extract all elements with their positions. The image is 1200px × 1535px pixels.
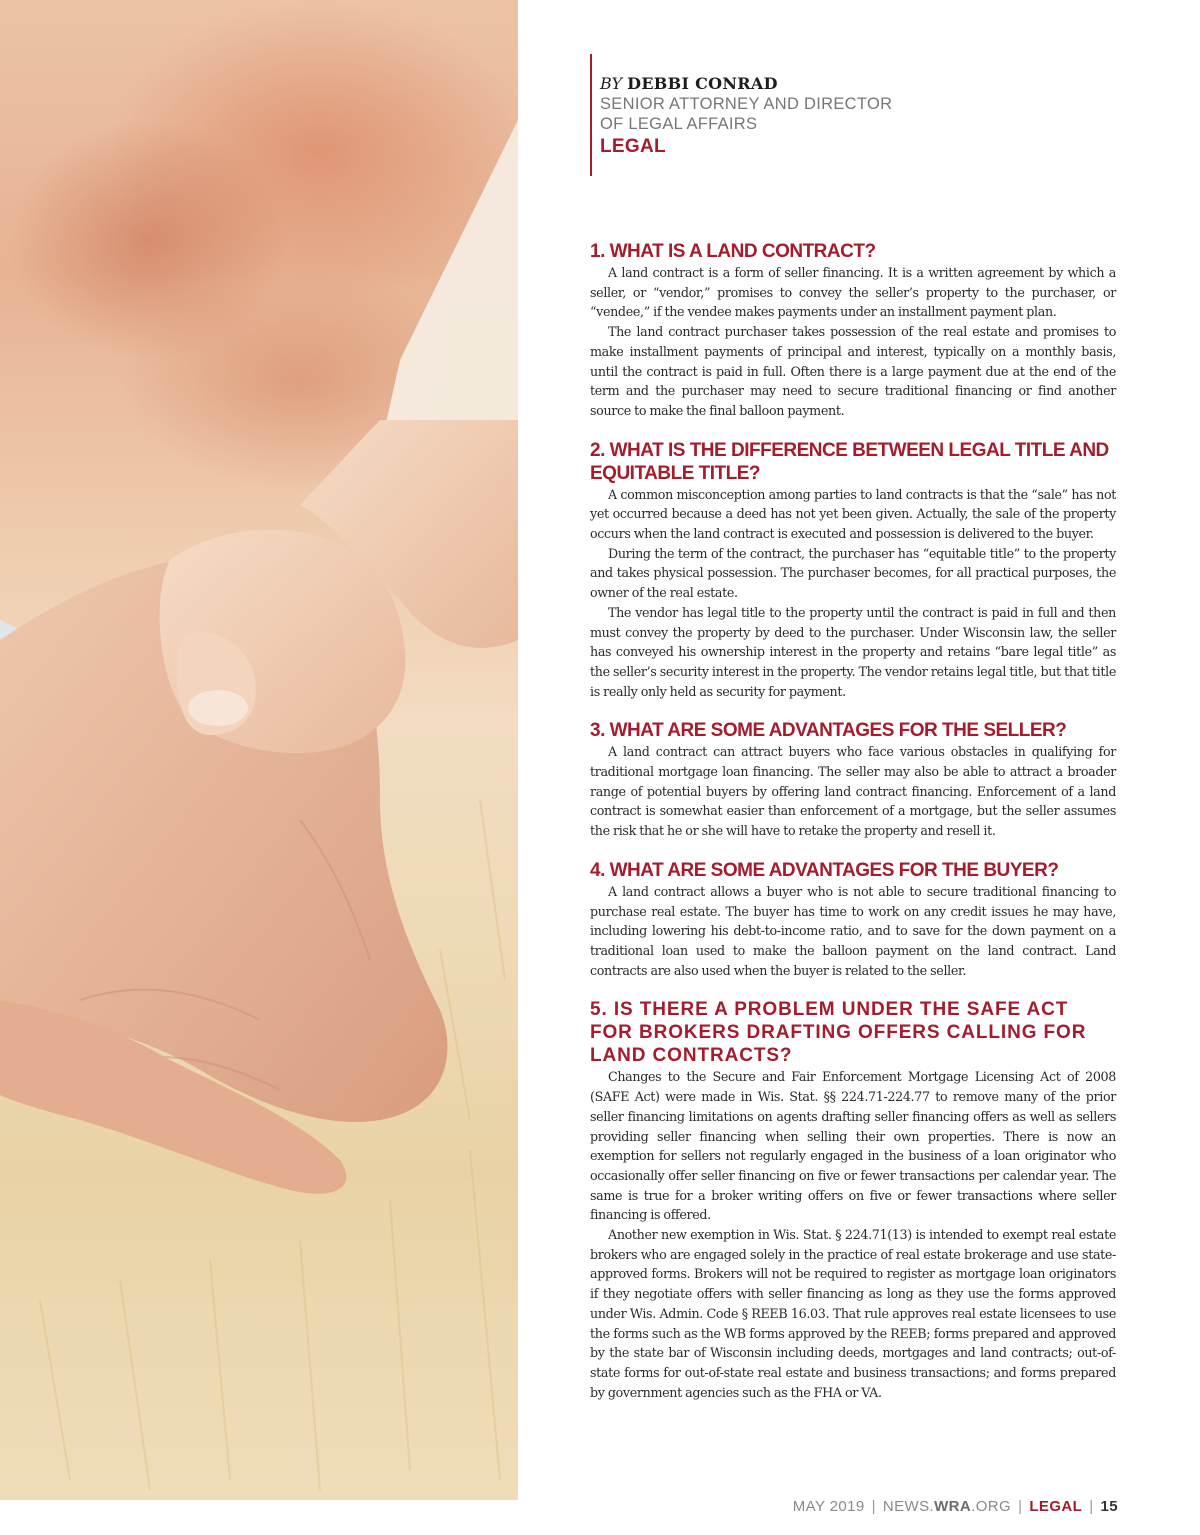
site-prefix: NEWS. xyxy=(882,1498,935,1515)
paragraph: A land contract is a form of seller financing. It is a written agreement by which a seller, or “vendor,” promises to convey the seller’s property to the purchaser, or “vendee,” if the vendee makes payments under an installment payment plan. xyxy=(590,265,1116,320)
paragraph: A common misconception among parties to land contracts is that the “sale” has not yet occurred because a deed has not yet been given. Actually, the sale of the property occurs when the land contract is executed and possession is delivered to the buyer. xyxy=(590,486,1116,542)
author-role-line2: OF LEGAL AFFAIRS xyxy=(600,115,758,133)
section-buyer-advantages xyxy=(590,859,1116,981)
handshake-photo xyxy=(0,0,518,1500)
paragraph: A land contract allows a buyer who is not able to secure traditional financing to purchase real estate. The buyer has time to work on any credit issues he may have, including lowering his debt-to-income ratio, and to save for the down payment on a traditional loan used to make the balloon payment on the land contract. Land contracts are also used when the buyer is related to the seller. xyxy=(590,883,1116,978)
section-heading: 5. IS THERE A PROBLEM UNDER THE SAFE ACT FOR BROKERS DRAFTING OFFERS CALLING FOR LAND CONTRACTS? xyxy=(590,999,1087,1067)
paragraph: Another new exemption in Wis. Stat. § 224.71(13) is intended to exempt real estate brokers who are engaged solely in the practice of real estate brokerage and use state-approved forms. Brokers will not be required to register as mortgage loan originators if they negotiate offers with seller financing as long as they use the forms approved under Wis. Admin. Code § REEB 16.03. That rule approves real estate licensees to use the forms such as the WB forms approved by the REEB; forms prepared and approved by the state bar of Wisconsin including deeds, mortgages and land contracts; out-of-state forms for out-of-state real estate and business transactions; and forms prepared by government agencies such as the FHA or VA. xyxy=(590,1227,1116,1400)
section-heading: 1. WHAT IS A LAND CONTRACT? xyxy=(590,241,876,262)
section-heading: 2. WHAT IS THE DIFFERENCE BETWEEN LEGAL TITLE AND EQUITABLE TITLE? xyxy=(590,439,1109,484)
section-heading: 3. WHAT ARE SOME ADVANTAGES FOR THE SELLER? xyxy=(590,720,1067,742)
article-body xyxy=(590,237,1116,1402)
section-seller-advantages xyxy=(590,719,1116,841)
author-line xyxy=(600,74,892,94)
author-role-line1: SENIOR ATTORNEY AND DIRECTOR xyxy=(600,95,893,113)
page-number: 15 xyxy=(1100,1498,1118,1515)
paragraph: The vendor has legal title to the property until the contract is paid in full and then must convey the property by deed to the purchaser. Under Wisconsin law, the seller has conveyed his ownership interest in the property and retains “bare legal title” as the seller’s security interest in the property. The vendor retains legal title, but that title is really only held as security for payment. xyxy=(590,604,1116,699)
paragraph: The land contract purchaser takes possession of the real estate and promises to make installment payments of principal and interest, typically on a monthly basis, until the contract is paid in full. Often there is a large payment due at the end of the term and the purchaser may need to secure traditional financing or find another source to make the final balloon payment. xyxy=(590,324,1116,418)
byline xyxy=(590,54,892,176)
section-heading: 4. WHAT ARE SOME ADVANTAGES FOR THE BUYER? xyxy=(590,859,1059,881)
section-land-contract xyxy=(590,240,1116,421)
paragraph: Changes to the Secure and Fair Enforcement Mortgage Licensing Act of 2008 (SAFE Act) were made in Wis. Stat. §§ 224.71-224.77 to remove many of the prior seller financing limitations on agents drafting seller financing offers as well as sellers providing seller financing when selling their own properties. There is now an exemption for sellers not regularly engaged in the business of a loan originator who occasionally offer seller financing on five or fewer transactions per calendar year. The same is true for a broker writing offers on five or fewer transactions where seller financing is offered. xyxy=(590,1069,1116,1223)
author-name: DEBBI CONRAD xyxy=(627,74,778,93)
issue-date: MAY 2019 xyxy=(792,1498,865,1515)
footer-divider: | xyxy=(871,1498,876,1515)
footer-divider: | xyxy=(1018,1498,1023,1515)
category-label: LEGAL xyxy=(600,136,666,157)
footer-divider: | xyxy=(1089,1498,1094,1515)
section-legal-vs-equitable-title xyxy=(590,439,1116,702)
paragraph: During the term of the contract, the purchaser has “equitable title” to the property and takes physical possession. The purchaser becomes, for all practical purposes, the owner of the real estate. xyxy=(590,545,1116,601)
footer-section: LEGAL xyxy=(1029,1498,1083,1515)
paragraph: A land contract can attract buyers who face various obstacles in qualifying for traditional mortgage loan financing. The seller may also be able to attract a broader range of potential buyers by offering land contract financing. Enforcement of a land contract is somewhat easier than enforcement of a mortgage, but the seller assumes the risk that he or she will have to retake the property and resell it. xyxy=(590,744,1116,839)
handshake-illustration xyxy=(0,0,518,1500)
site-suffix: .ORG xyxy=(971,1498,1012,1515)
site-link[interactable] xyxy=(883,1498,1011,1515)
page-footer xyxy=(793,1498,1118,1515)
section-safe-act xyxy=(590,998,1116,1402)
by-label: BY xyxy=(600,74,623,93)
site-brand: WRA xyxy=(934,1498,972,1515)
